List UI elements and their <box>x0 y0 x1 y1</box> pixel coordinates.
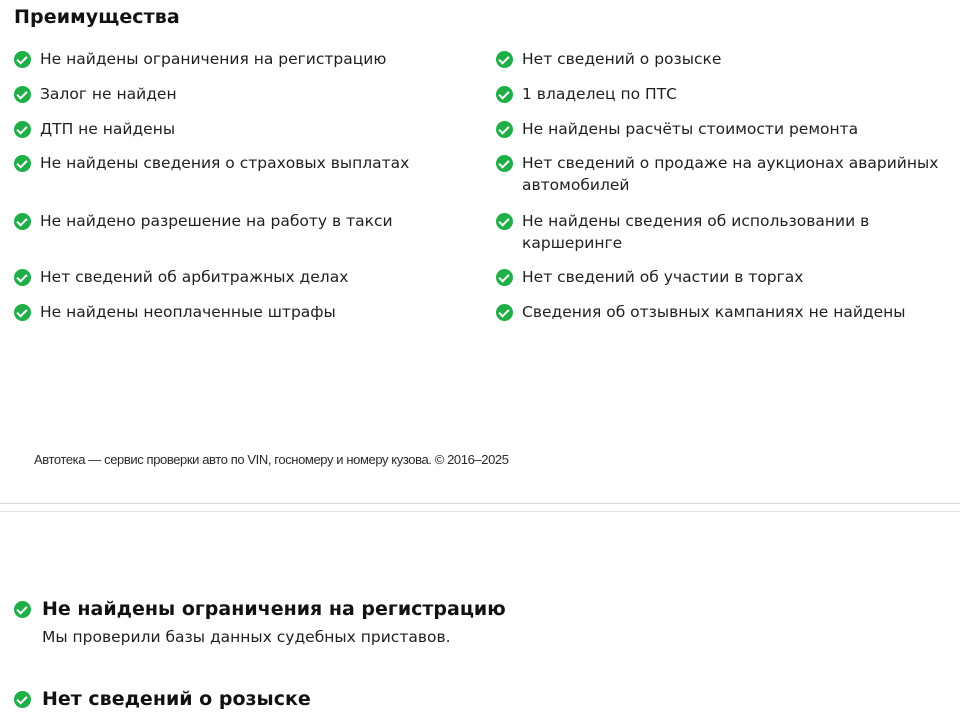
list-item <box>496 118 958 152</box>
list-item-text: Не найдены расчёты стоимости ремонта <box>522 120 859 138</box>
list-item-text: Залог не найден <box>40 85 177 103</box>
check-circle-icon <box>14 691 31 708</box>
list-item-text: Нет сведений о продаже на аукционах аварийных автомобилей <box>522 154 939 194</box>
list-item-text: Нет сведений об участии в торгах <box>522 268 804 286</box>
check-circle-icon <box>496 213 513 230</box>
list-item <box>14 83 484 118</box>
list-item-text: Не найдены сведения об использовании в каршеринге <box>522 212 870 252</box>
list-item-text: Не найдены сведения о страховых выплатах <box>40 154 410 172</box>
check-circle-icon <box>14 304 31 321</box>
advantages-heading: Преимущества <box>14 6 180 28</box>
section-divider <box>0 503 960 504</box>
detail-title: Не найдены ограничения на регистрацию <box>42 598 506 620</box>
check-circle-icon <box>14 51 31 68</box>
list-item <box>14 266 484 301</box>
detail-title: Нет сведений о розыске <box>42 688 311 710</box>
check-circle-icon <box>14 121 31 138</box>
list-item <box>496 48 958 83</box>
list-item-text: Не найдено разрешение на работу в такси <box>40 212 393 230</box>
advantages-list-right <box>496 48 958 336</box>
check-circle-icon <box>496 269 513 286</box>
detail-description: Мы проверили базы данных судебных приставов. <box>42 628 451 646</box>
list-item <box>14 301 484 336</box>
detail-section-wanted <box>14 688 944 710</box>
list-item-text: Не найдены ограничения на регистрацию <box>40 50 387 68</box>
detail-section-registration <box>14 598 944 646</box>
list-item <box>496 83 958 118</box>
list-item-text: Не найдены неоплаченные штрафы <box>40 303 336 321</box>
list-item <box>496 266 958 301</box>
check-circle-icon <box>14 155 31 172</box>
check-circle-icon <box>496 121 513 138</box>
section-divider <box>0 511 960 512</box>
check-circle-icon <box>14 213 31 230</box>
list-item <box>14 118 484 152</box>
list-item <box>14 152 484 210</box>
footer-copyright: Автотека — сервис проверки авто по VIN, госномеру и номеру кузова. © 2016–2025 <box>34 452 509 467</box>
list-item-text: Сведения об отзывных кампаниях не найдены <box>522 303 906 321</box>
check-circle-icon <box>14 86 31 103</box>
advantages-list-left <box>14 48 484 336</box>
check-circle-icon <box>14 269 31 286</box>
list-item <box>14 210 484 266</box>
check-circle-icon <box>496 304 513 321</box>
list-item <box>496 210 958 266</box>
list-item-text: 1 владелец по ПТС <box>522 85 677 103</box>
list-item <box>496 152 958 210</box>
list-item-text: ДТП не найдены <box>40 120 176 138</box>
check-circle-icon <box>496 155 513 172</box>
list-item-text: Нет сведений о розыске <box>522 50 722 68</box>
check-circle-icon <box>496 51 513 68</box>
list-item <box>14 48 484 83</box>
detail-header <box>14 598 944 620</box>
check-circle-icon <box>496 86 513 103</box>
list-item <box>496 301 958 336</box>
detail-header <box>14 688 944 710</box>
list-item-text: Нет сведений об арбитражных делах <box>40 268 349 286</box>
check-circle-icon <box>14 601 31 618</box>
